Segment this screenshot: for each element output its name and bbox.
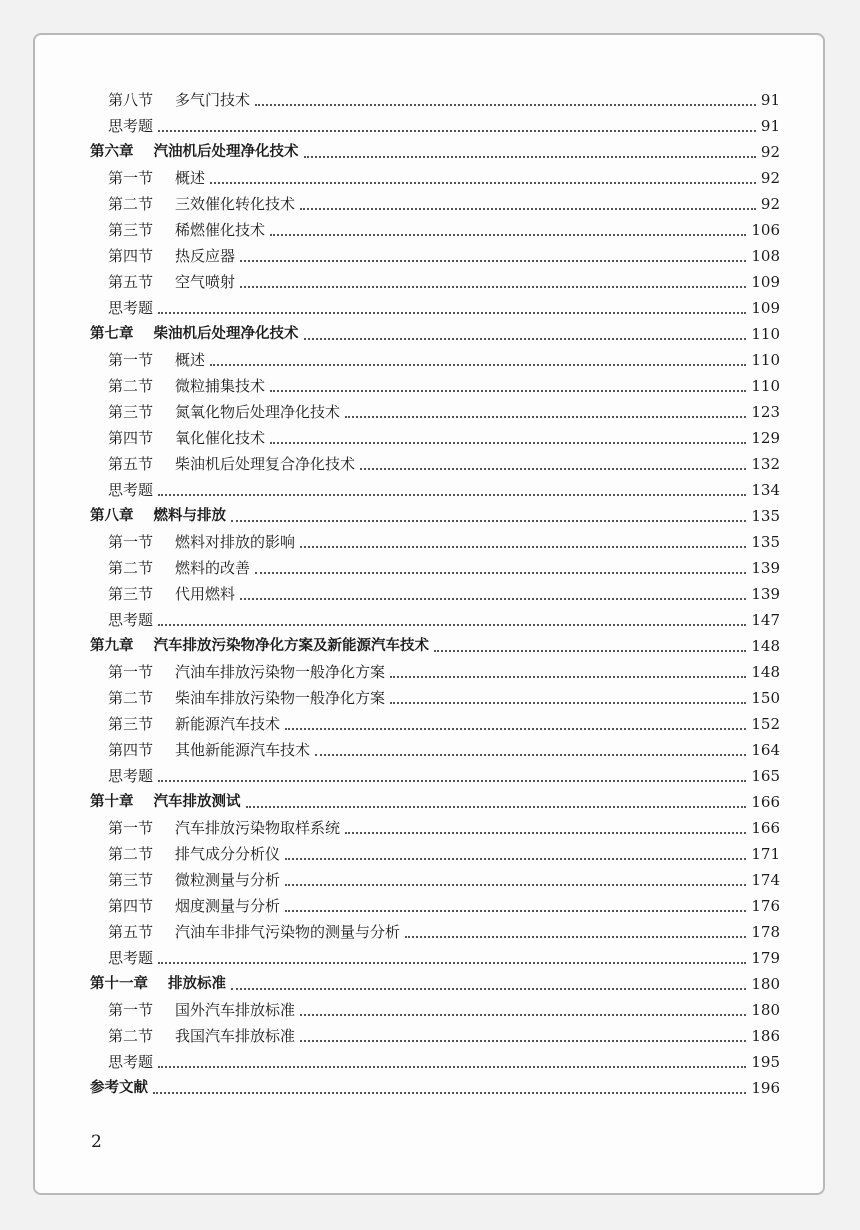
toc-section-entry xyxy=(90,685,780,711)
toc-section-entry xyxy=(90,711,780,737)
dot-leader xyxy=(231,520,746,522)
toc-entry-page: 92 xyxy=(760,143,780,161)
toc-chapter-entry xyxy=(90,633,780,659)
toc-entry-title: 排气成分分析仪 xyxy=(175,845,281,863)
toc-entry-title: 烟度测量与分析 xyxy=(175,897,281,915)
toc-entry-label: 第四节 xyxy=(108,247,154,265)
dot-leader xyxy=(405,936,746,938)
toc-entry-page: 123 xyxy=(751,403,780,421)
toc-entry-title: 燃料的改善 xyxy=(175,559,251,577)
toc-entry-label: 第五节 xyxy=(108,273,154,291)
dot-leader xyxy=(285,910,746,912)
toc-entry-page: 92 xyxy=(760,195,780,213)
toc-entry-title: 思考题 xyxy=(108,481,154,499)
dot-leader xyxy=(270,442,746,444)
toc-section-entry xyxy=(90,997,780,1023)
toc-entry-label: 第二节 xyxy=(108,1027,154,1045)
dot-leader xyxy=(240,598,746,600)
dot-leader xyxy=(158,130,756,132)
toc-section-entry xyxy=(90,217,780,243)
toc-section-entry xyxy=(90,295,780,321)
toc-section-entry xyxy=(90,347,780,373)
toc-section-entry xyxy=(90,425,780,451)
toc-entry-page: 165 xyxy=(751,767,780,785)
toc-entry-page: 180 xyxy=(751,975,780,993)
toc-entry-label: 第一节 xyxy=(108,819,154,837)
toc-entry-title: 思考题 xyxy=(108,299,154,317)
toc-chapter-entry xyxy=(90,321,780,347)
toc-entry-title: 多气门技术 xyxy=(175,91,251,109)
toc-entry-title: 其他新能源汽车技术 xyxy=(175,741,311,759)
toc-entry-title: 氮氧化物后处理净化技术 xyxy=(175,403,341,421)
toc-entry-page: 179 xyxy=(751,949,780,967)
toc-entry-title: 汽油机后处理净化技术 xyxy=(153,144,299,160)
toc-entry-title: 汽油车排放污染物一般净化方案 xyxy=(175,663,386,681)
toc-entry-title: 汽车排放污染物净化方案及新能源汽车技术 xyxy=(153,638,429,654)
toc-entry-label: 第二节 xyxy=(108,559,154,577)
dot-leader xyxy=(285,858,746,860)
dot-leader xyxy=(434,650,746,652)
dot-leader xyxy=(345,832,746,834)
toc-entry-label: 第二节 xyxy=(108,689,154,707)
toc-section-entry xyxy=(90,659,780,685)
toc-entry-title: 思考题 xyxy=(108,949,154,967)
toc-section-entry xyxy=(90,607,780,633)
toc-entry-page: 92 xyxy=(760,169,780,187)
toc-entry-page: 110 xyxy=(751,325,780,343)
toc-entry-label: 第十章 xyxy=(90,794,134,810)
toc-entry-label: 第十一章 xyxy=(90,976,148,992)
toc-entry-title: 稀燃催化技术 xyxy=(175,221,266,239)
toc-section-entry xyxy=(90,399,780,425)
dot-leader xyxy=(300,546,746,548)
dot-leader xyxy=(300,208,756,210)
toc-entry-page: 164 xyxy=(751,741,780,759)
toc-entry-label: 第六章 xyxy=(90,144,134,160)
dot-leader xyxy=(300,1040,746,1042)
toc-entry-page: 110 xyxy=(751,351,780,369)
book-page xyxy=(33,33,825,1195)
dot-leader xyxy=(153,1092,746,1094)
dot-leader xyxy=(158,624,746,626)
toc-section-entry xyxy=(90,165,780,191)
toc-entry-page: 166 xyxy=(751,819,780,837)
toc-entry-title: 思考题 xyxy=(108,117,154,135)
toc-entry-label: 第八节 xyxy=(108,91,154,109)
toc-entry-title: 排放标准 xyxy=(168,976,226,992)
dot-leader xyxy=(360,468,746,470)
toc-section-entry xyxy=(90,269,780,295)
toc-entry-label: 第八章 xyxy=(90,508,134,524)
toc-section-entry xyxy=(90,1023,780,1049)
toc-section-entry xyxy=(90,1049,780,1075)
toc-chapter-entry xyxy=(90,139,780,165)
toc-section-entry xyxy=(90,529,780,555)
dot-leader xyxy=(231,988,746,990)
dot-leader xyxy=(304,156,756,158)
toc-entry-page: 129 xyxy=(751,429,780,447)
toc-entry-title: 国外汽车排放标准 xyxy=(175,1001,296,1019)
toc-entry-title: 汽油车非排气污染物的测量与分析 xyxy=(175,923,401,941)
toc-section-entry xyxy=(90,815,780,841)
toc-section-entry xyxy=(90,867,780,893)
dot-leader xyxy=(158,1066,746,1068)
table-of-contents xyxy=(90,87,780,1101)
toc-entry-page: 148 xyxy=(751,637,780,655)
toc-entry-label: 第二节 xyxy=(108,195,154,213)
dot-leader xyxy=(345,416,746,418)
dot-leader xyxy=(300,1014,746,1016)
toc-chapter-entry xyxy=(90,789,780,815)
toc-chapter-entry xyxy=(90,503,780,529)
toc-entry-page: 186 xyxy=(751,1027,780,1045)
toc-entry-title: 燃料对排放的影响 xyxy=(175,533,296,551)
toc-entry-title: 我国汽车排放标准 xyxy=(175,1027,296,1045)
toc-entry-title: 微粒捕集技术 xyxy=(175,377,266,395)
toc-entry-label: 第四节 xyxy=(108,897,154,915)
dot-leader xyxy=(158,780,746,782)
dot-leader xyxy=(390,676,746,678)
toc-section-entry xyxy=(90,191,780,217)
toc-entry-page: 150 xyxy=(751,689,780,707)
page-number: 2 xyxy=(91,1132,102,1152)
toc-entry-page: 176 xyxy=(751,897,780,915)
toc-entry-title: 热反应器 xyxy=(175,247,236,265)
toc-entry-title: 新能源汽车技术 xyxy=(175,715,281,733)
toc-section-entry xyxy=(90,919,780,945)
toc-entry-title: 三效催化转化技术 xyxy=(175,195,296,213)
dot-leader xyxy=(246,806,747,808)
dot-leader xyxy=(315,754,746,756)
toc-entry-title: 汽车排放测试 xyxy=(153,794,241,810)
toc-entry-title: 概述 xyxy=(175,351,206,369)
toc-entry-page: 109 xyxy=(751,273,780,291)
toc-entry-page: 135 xyxy=(751,507,780,525)
toc-entry-page: 166 xyxy=(751,793,780,811)
toc-section-entry xyxy=(90,581,780,607)
toc-entry-page: 174 xyxy=(751,871,780,889)
toc-entry-label: 第三节 xyxy=(108,715,154,733)
dot-leader xyxy=(270,234,746,236)
toc-entry-title: 空气喷射 xyxy=(175,273,236,291)
toc-entry-page: 196 xyxy=(751,1079,780,1097)
toc-entry-page: 139 xyxy=(751,559,780,577)
toc-entry-page: 91 xyxy=(760,117,780,135)
dot-leader xyxy=(158,962,746,964)
toc-entry-title: 参考文献 xyxy=(90,1080,148,1096)
dot-leader xyxy=(158,494,746,496)
dot-leader xyxy=(285,728,746,730)
toc-entry-page: 135 xyxy=(751,533,780,551)
toc-entry-label: 第三节 xyxy=(108,871,154,889)
toc-entry-label: 第二节 xyxy=(108,845,154,863)
toc-entry-page: 106 xyxy=(751,221,780,239)
dot-leader xyxy=(390,702,746,704)
toc-entry-label: 第一节 xyxy=(108,533,154,551)
toc-entry-title: 思考题 xyxy=(108,767,154,785)
toc-entry-label: 第二节 xyxy=(108,377,154,395)
toc-entry-page: 132 xyxy=(751,455,780,473)
toc-entry-page: 148 xyxy=(751,663,780,681)
toc-section-entry xyxy=(90,373,780,399)
toc-chapter-entry xyxy=(90,1075,780,1101)
toc-section-entry xyxy=(90,945,780,971)
toc-entry-page: 108 xyxy=(751,247,780,265)
dot-leader xyxy=(255,104,756,106)
toc-entry-label: 第三节 xyxy=(108,585,154,603)
toc-entry-label: 第九章 xyxy=(90,638,134,654)
toc-entry-label: 第五节 xyxy=(108,455,154,473)
toc-entry-page: 178 xyxy=(751,923,780,941)
toc-entry-label: 第一节 xyxy=(108,351,154,369)
toc-entry-title: 氧化催化技术 xyxy=(175,429,266,447)
toc-entry-title: 燃料与排放 xyxy=(153,508,226,524)
toc-section-entry xyxy=(90,763,780,789)
toc-entry-page: 110 xyxy=(751,377,780,395)
toc-entry-title: 微粒测量与分析 xyxy=(175,871,281,889)
toc-entry-title: 概述 xyxy=(175,169,206,187)
toc-entry-page: 152 xyxy=(751,715,780,733)
toc-entry-label: 第七章 xyxy=(90,326,134,342)
toc-section-entry xyxy=(90,893,780,919)
dot-leader xyxy=(255,572,746,574)
toc-entry-label: 第五节 xyxy=(108,923,154,941)
dot-leader xyxy=(304,338,747,340)
toc-entry-title: 思考题 xyxy=(108,611,154,629)
toc-section-entry xyxy=(90,87,780,113)
toc-section-entry xyxy=(90,737,780,763)
dot-leader xyxy=(270,390,746,392)
toc-entry-label: 第四节 xyxy=(108,429,154,447)
dot-leader xyxy=(240,260,746,262)
toc-entry-label: 第三节 xyxy=(108,403,154,421)
toc-entry-label: 第一节 xyxy=(108,663,154,681)
toc-entry-title: 代用燃料 xyxy=(175,585,236,603)
toc-entry-page: 171 xyxy=(751,845,780,863)
toc-section-entry xyxy=(90,243,780,269)
toc-entry-label: 第一节 xyxy=(108,1001,154,1019)
dot-leader xyxy=(285,884,746,886)
toc-chapter-entry xyxy=(90,971,780,997)
dot-leader xyxy=(158,312,746,314)
toc-section-entry xyxy=(90,477,780,503)
toc-entry-page: 195 xyxy=(751,1053,780,1071)
toc-entry-title: 柴油车排放污染物一般净化方案 xyxy=(175,689,386,707)
toc-entry-title: 柴油机后处理复合净化技术 xyxy=(175,455,356,473)
toc-section-entry xyxy=(90,113,780,139)
toc-section-entry xyxy=(90,451,780,477)
toc-entry-page: 109 xyxy=(751,299,780,317)
toc-entry-page: 147 xyxy=(751,611,780,629)
toc-entry-page: 139 xyxy=(751,585,780,603)
toc-entry-label: 第一节 xyxy=(108,169,154,187)
toc-entry-label: 第三节 xyxy=(108,221,154,239)
toc-entry-title: 汽车排放污染物取样系统 xyxy=(175,819,341,837)
toc-entry-page: 134 xyxy=(751,481,780,499)
toc-entry-page: 91 xyxy=(760,91,780,109)
toc-entry-title: 思考题 xyxy=(108,1053,154,1071)
dot-leader xyxy=(210,182,756,184)
dot-leader xyxy=(210,364,746,366)
toc-entry-title: 柴油机后处理净化技术 xyxy=(153,326,299,342)
toc-section-entry xyxy=(90,555,780,581)
dot-leader xyxy=(240,286,746,288)
toc-section-entry xyxy=(90,841,780,867)
toc-entry-page: 180 xyxy=(751,1001,780,1019)
toc-entry-label: 第四节 xyxy=(108,741,154,759)
